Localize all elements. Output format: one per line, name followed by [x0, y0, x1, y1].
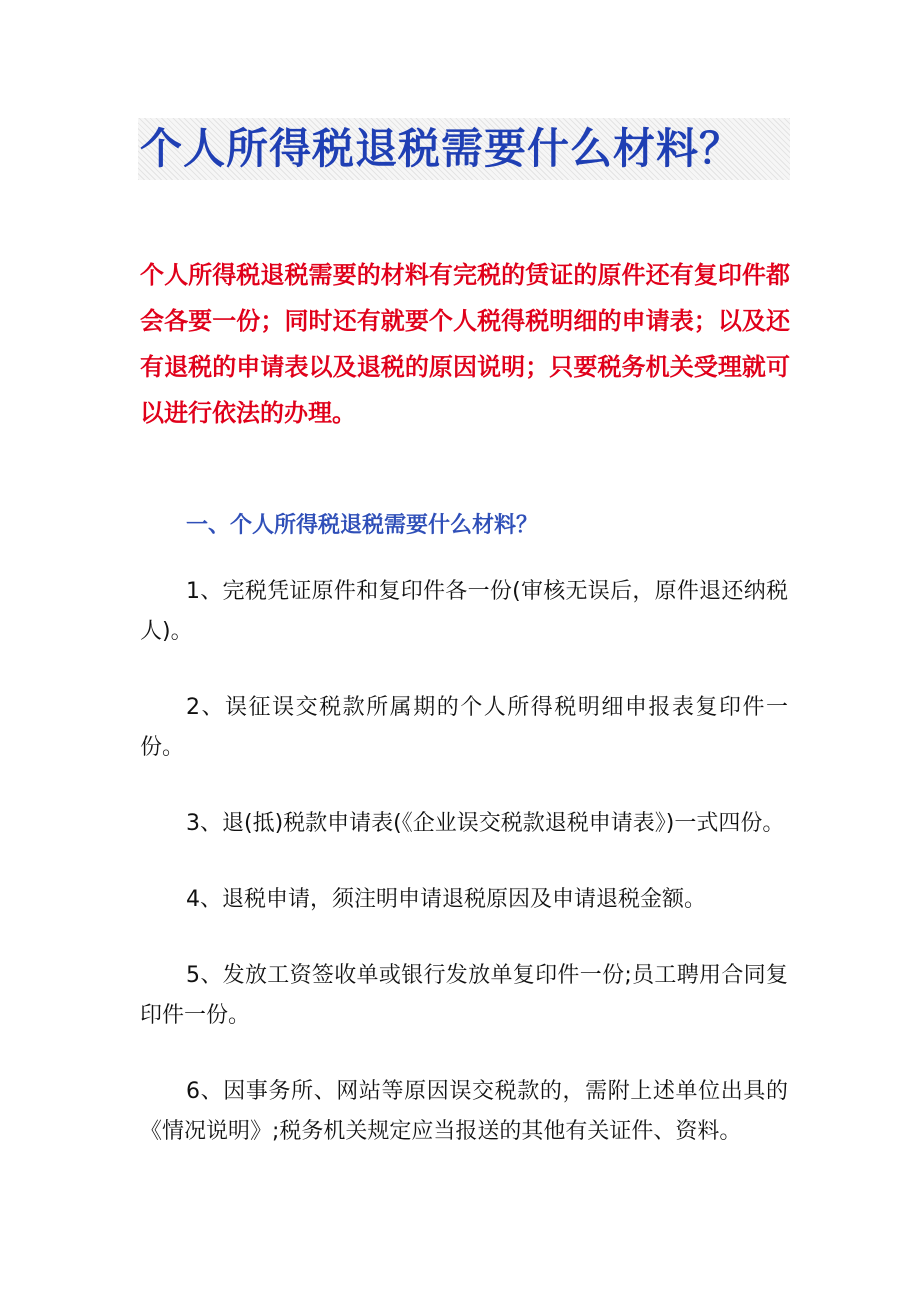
summary-paragraph: 个人所得税退税需要的材料有完税的赁证的原件还有复印件都会各要一份；同时还有就要个人税得税明细的申请表；以及还有退税的申请表以及退税的原因说明；只要税务机关受理就可以进行依法的办理。 [140, 261, 790, 427]
list-item: 5、发放工资签收单或银行发放单复印件一份;员工聘用合同复印件一份。 [140, 963, 788, 1028]
list-item: 4、退税申请，须注明申请退税原因及申请退税金额。 [186, 887, 706, 912]
materials-list [140, 572, 788, 1188]
list-item: 6、因事务所、网站等原因误交税款的，需附上述单位出具的《情况说明》;税务机关规定应当报送的其他有关证件、资料。 [140, 1079, 788, 1144]
list-item: 2、误征误交税款所属期的个人所得税明细申报表复印件一份。 [140, 695, 788, 760]
list-item: 1、完税凭证原件和复印件各一份(审核无误后，原件退还纳税人)。 [140, 579, 788, 644]
list-item: 3、退(抵)税款申请表(《企业误交税款退税申请表》)一式四份。 [186, 811, 785, 836]
title-highlight [138, 118, 790, 180]
page-title: 个人所得税退税需要什么材料？ [140, 124, 743, 173]
section-heading: 一、个人所得税退税需要什么材料？ [186, 513, 539, 538]
